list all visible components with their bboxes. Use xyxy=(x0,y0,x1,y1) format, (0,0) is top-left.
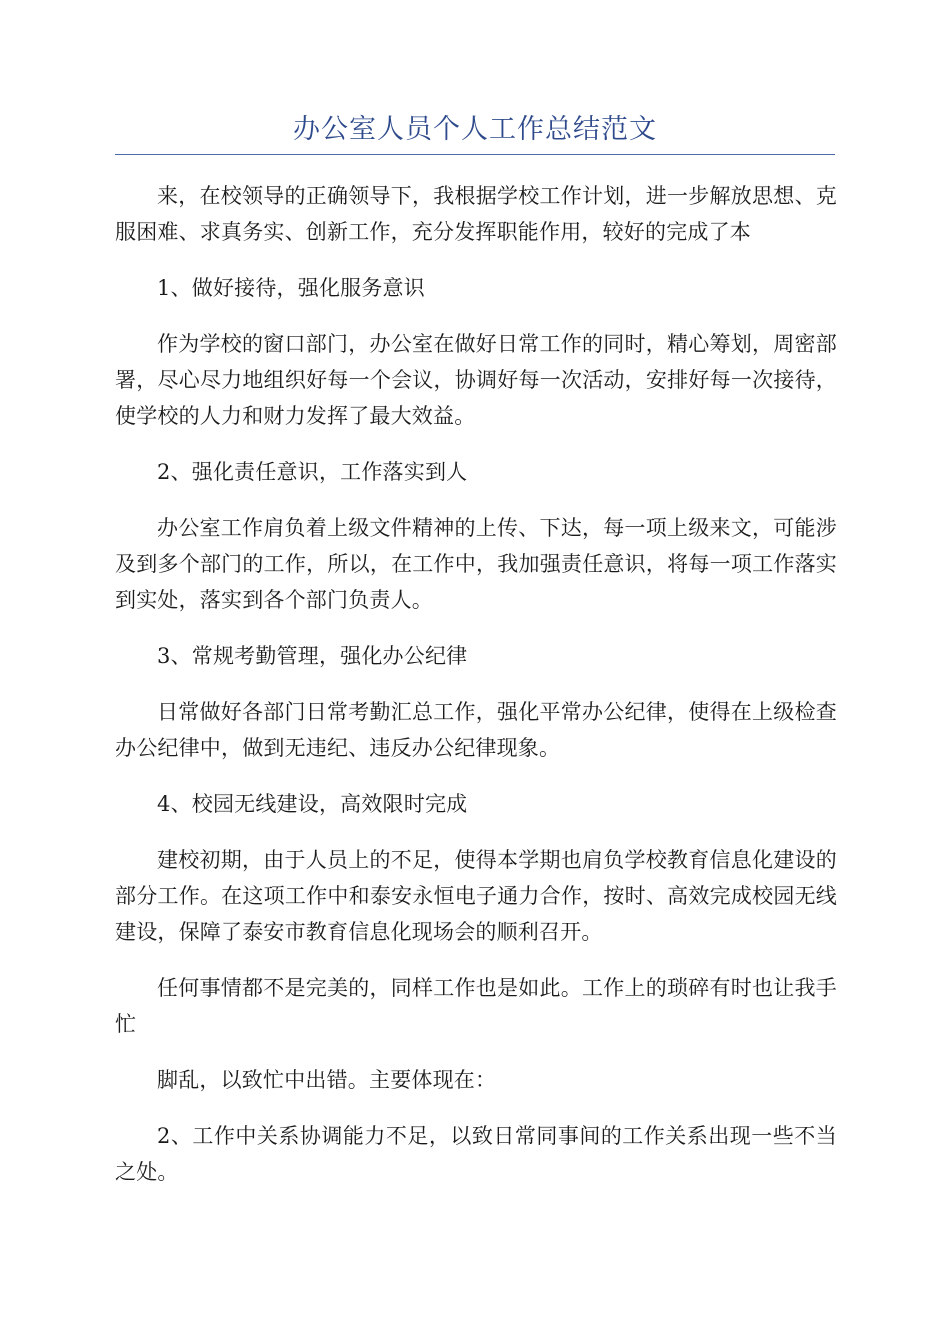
section-heading-2: 2、强化责任意识，工作落实到人 xyxy=(157,460,468,484)
paragraph-reception: 作为学校的窗口部门，办公室在做好日常工作的同时，精心筹划，周密部署，尽心尽力地组织好每一个会议，协调好每一次活动，安排好每一次接待，使学校的人力和财力发挥了最大效益。 xyxy=(115,332,837,428)
section-heading-3: 3、常规考勤管理，强化办公纪律 xyxy=(157,644,468,668)
title-underline xyxy=(115,154,835,155)
paragraph-intro: 来，在校领导的正确领导下，我根据学校工作计划，进一步解放思想、克服困难、求真务实、创新工作，充分发挥职能作用，较好的完成了本 xyxy=(115,184,837,244)
section-heading-1: 1、做好接待，强化服务意识 xyxy=(157,276,425,300)
document-title: 办公室人员个人工作总结范文 xyxy=(293,114,657,145)
paragraph-attendance: 日常做好各部门日常考勤汇总工作，强化平常办公纪律，使得在上级检查办公纪律中，做到无违纪、违反办公纪律现象。 xyxy=(115,700,837,760)
paragraph-imperfection: 任何事情都不是完美的，同样工作也是如此。工作上的琐碎有时也让我手忙 xyxy=(115,976,837,1036)
section-heading-4: 4、校园无线建设，高效限时完成 xyxy=(157,792,468,816)
document-body xyxy=(115,178,837,1210)
paragraph-coordination: 2、工作中关系协调能力不足，以致日常同事间的工作关系出现一些不当之处。 xyxy=(115,1124,837,1184)
paragraph-responsibility: 办公室工作肩负着上级文件精神的上传、下达，每一项上级来文，可能涉及到多个部门的工作，所以，在工作中，我加强责任意识，将每一项工作落实到实处，落实到各个部门负责人。 xyxy=(115,516,837,612)
paragraph-mistakes: 脚乱，以致忙中出错。主要体现在： xyxy=(157,1068,497,1092)
paragraph-wireless: 建校初期，由于人员上的不足，使得本学期也肩负学校教育信息化建设的部分工作。在这项工作中和泰安永恒电子通力合作，按时、高效完成校园无线建设，保障了泰安市教育信息化现场会的顺利召开。 xyxy=(115,848,837,944)
